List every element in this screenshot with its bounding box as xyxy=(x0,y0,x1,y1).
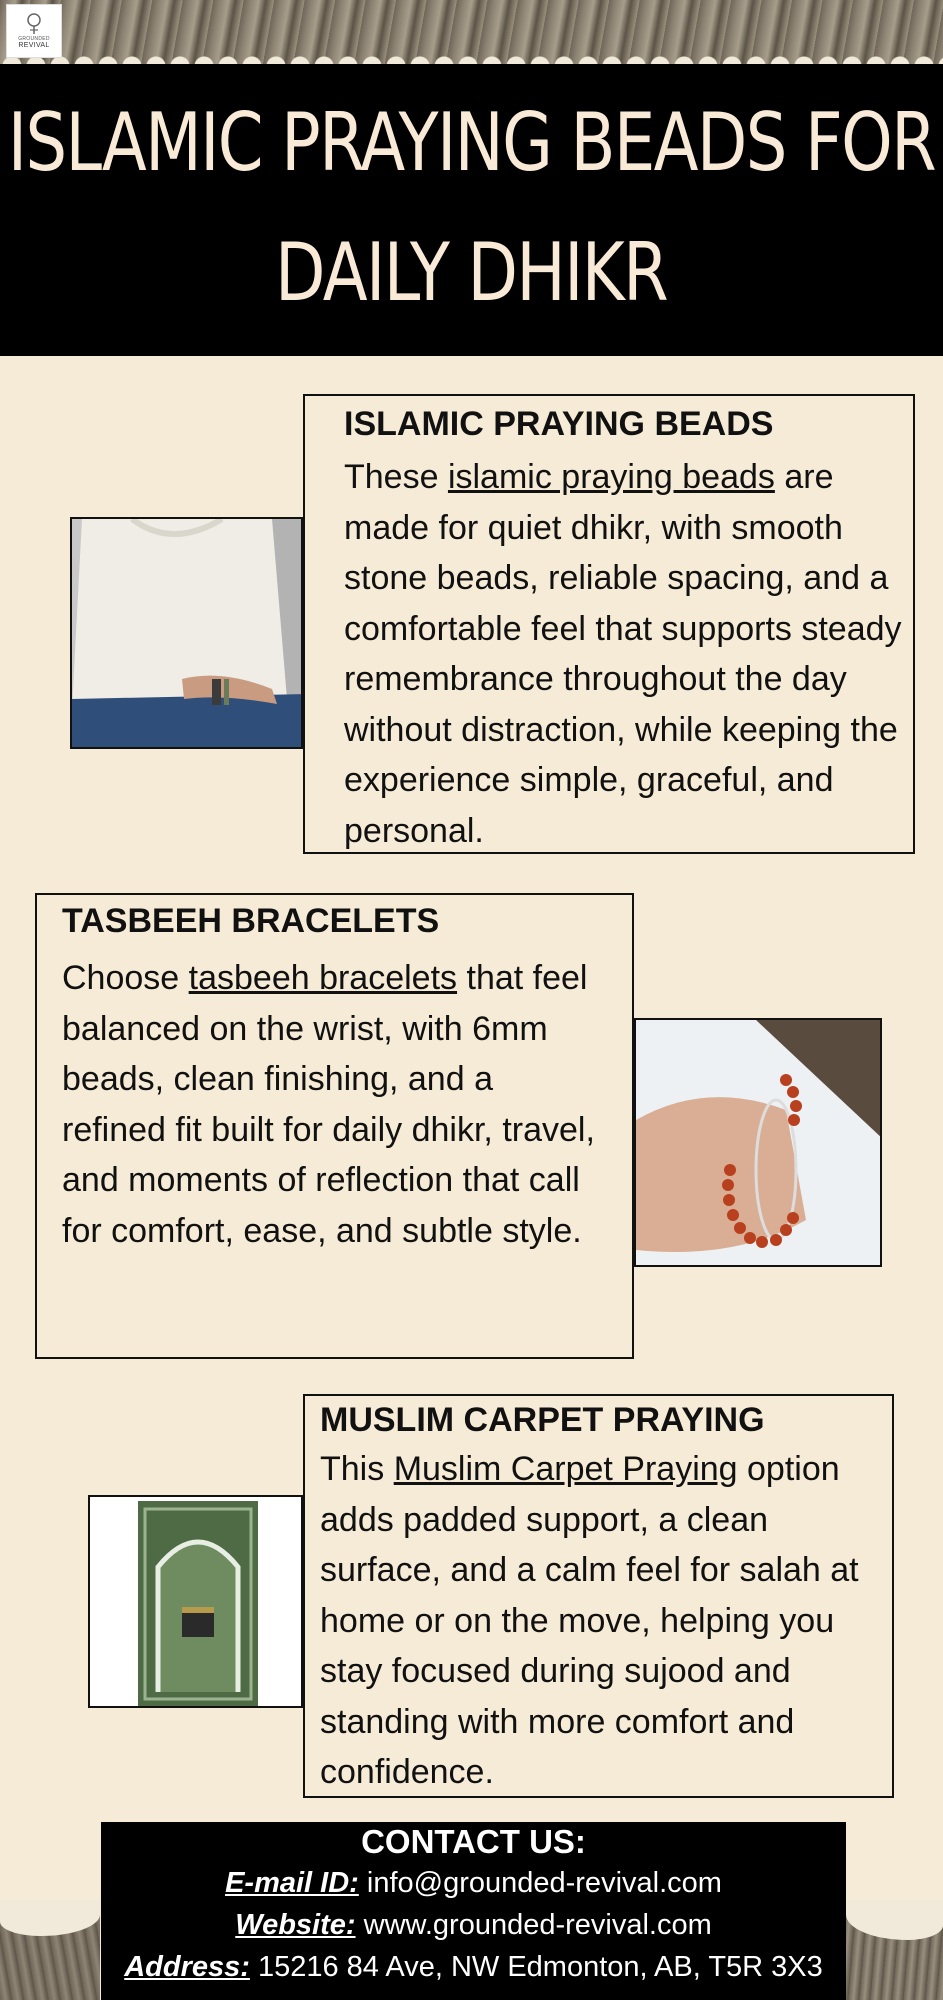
title-banner xyxy=(0,64,943,356)
contact-address-row xyxy=(101,1946,846,1988)
logo-text-large: REVIVAL xyxy=(18,42,50,49)
muslim-carpet-praying-link[interactable]: Muslim Carpet Praying xyxy=(393,1450,738,1488)
prayer-mat-photo xyxy=(88,1495,303,1708)
logo-mark-icon xyxy=(22,12,46,36)
islamic-praying-beads-link[interactable]: islamic praying beads xyxy=(447,458,775,496)
email-value[interactable]: info@grounded-revival.com xyxy=(358,1867,722,1899)
tasbeeh-bracelets-link[interactable]: tasbeeh bracelets xyxy=(188,959,458,997)
man-with-bracelet-image xyxy=(72,519,303,749)
section-heading: TASBEEH BRACELETS xyxy=(62,902,440,940)
hand-with-bracelet-image xyxy=(636,1020,882,1267)
website-label: Website: xyxy=(235,1909,356,1941)
body-text-start: This xyxy=(320,1450,394,1488)
contact-email-row xyxy=(101,1862,846,1904)
section-card-carpet-praying xyxy=(303,1394,894,1798)
page-title-line-2: DAILY DHIKR xyxy=(275,226,668,319)
brand-logo[interactable] xyxy=(6,4,62,58)
section-card-tasbeeh-bracelets xyxy=(35,893,634,1359)
logo-text-small: GROUNDED xyxy=(18,36,50,42)
sweater-bracelet-photo xyxy=(70,517,303,749)
contact-panel xyxy=(101,1822,846,2000)
section-card-praying-beads xyxy=(303,394,915,854)
body-text-end: option adds padded support, a clean surface, and a calm feel for salah at home or on the move, helping you stay focused during sujood and standing with more comfort and confidence. xyxy=(320,1450,859,1791)
body-text-start: These xyxy=(344,458,448,496)
body-text-start: Choose xyxy=(62,959,189,997)
tasbeeh-bracelet-photo xyxy=(634,1018,882,1267)
decorative-bottom-right xyxy=(846,1900,943,2000)
decorative-top-strip xyxy=(0,0,943,64)
section-body xyxy=(344,452,913,856)
section-heading: ISLAMIC PRAYING BEADS xyxy=(344,405,774,443)
body-text-end: are made for quiet dhikr, with smooth stone beads, reliable spacing, and a comfortable feel that supports steady remembrance throughout the day without distraction, while keeping the experience simple, graceful, and personal. xyxy=(344,458,902,850)
prayer-mat-image xyxy=(90,1497,303,1708)
website-value[interactable]: www.grounded-revival.com xyxy=(355,1909,712,1941)
section-body xyxy=(62,953,600,1256)
decorative-bottom-left xyxy=(0,1900,100,2000)
contact-title: CONTACT US: xyxy=(361,1823,586,1860)
email-label: E-mail ID: xyxy=(225,1867,359,1899)
body-text-end: that feel balanced on the wrist, with 6mm beads, clean finishing, and a refined fit built for daily dhikr, travel, and moments of reflection that call for comfort, ease, and subtle style. xyxy=(62,959,595,1250)
section-body xyxy=(320,1444,892,1798)
address-label: Address: xyxy=(124,1951,250,1983)
section-heading: MUSLIM CARPET PRAYING xyxy=(320,1401,765,1439)
contact-website-row xyxy=(101,1904,846,1946)
page-title-line-1: ISLAMIC PRAYING BEADS FOR xyxy=(7,96,936,189)
address-value: 15216 84 Ave, NW Edmonton, AB, T5R 3X3 xyxy=(249,1951,823,1983)
